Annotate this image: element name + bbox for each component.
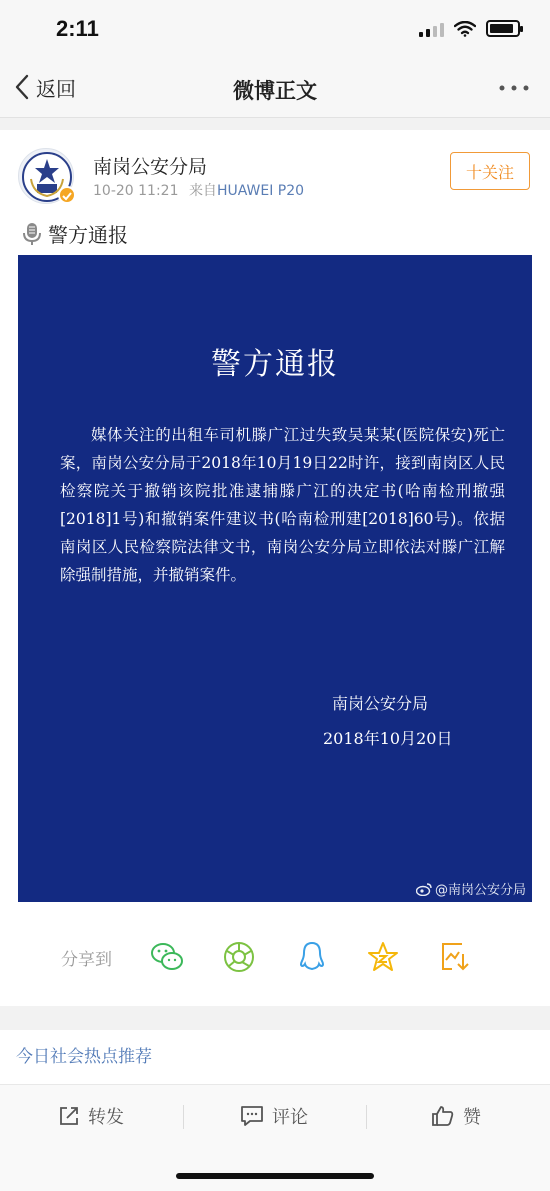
wifi-icon [454,21,476,37]
home-indicator[interactable] [176,1173,374,1179]
toolbar-divider [183,1105,184,1129]
repost-button[interactable] [58,1103,124,1129]
toolbar-divider [366,1105,367,1129]
status-bar [0,0,550,60]
source-prefix: 来自 [188,183,217,199]
notice-body: 媒体关注的出租车司机滕广江过失致吴某某(医院保安)死亡案，南岗公安分局于2018年10月19日22时许，接到南岗区人民检察院关于撤销该院批准逮捕滕广江的决定书(哈南检刑撤强[2018]1号)和撤销案件建议书(哈南检刑建[2018]60号)。依据南岗区人民检察院法律文书，南岗公安分局立即依法对滕广江解除强制措施，并撤销案件。 [60,426,505,584]
comment-button[interactable] [240,1103,308,1129]
post-time: 10-20 11:21 [93,183,179,199]
battery-icon [486,20,520,37]
signal-icon [419,21,444,37]
microphone-icon [22,222,42,246]
verified-badge-icon [58,186,76,204]
moments-icon[interactable] [222,940,256,974]
notice-title: 警方通报 [211,347,339,382]
battery-level [490,24,513,33]
device-name[interactable]: HUAWEI P20 [216,183,305,199]
follow-button[interactable]: 十关注 [450,152,530,190]
thumbs-up-icon [431,1105,455,1127]
section-divider [0,1006,550,1030]
post-text [22,219,128,248]
weibo-logo-icon [416,882,432,896]
weibo-watermark [416,879,526,898]
bottom-toolbar [0,1085,550,1191]
notice-signature: 南岗公安分局 [332,694,429,713]
repost-label: 转发 [88,1107,124,1128]
notice-date: 2018年10月20日 [323,729,453,748]
nav-bar [0,60,550,118]
notice-image[interactable] [18,255,532,902]
watermark-text: @南岗公安分局 [434,883,526,898]
post-body-text: 警方通报 [48,223,128,247]
more-dots-icon[interactable] [498,80,530,96]
status-time: 2:11 [56,16,99,41]
qq-icon[interactable] [295,940,329,974]
share-label: 分享到 [61,950,112,970]
post-meta [93,180,304,200]
qzone-icon[interactable] [366,940,400,974]
page-title: 微博正文 [233,79,317,103]
wechat-icon[interactable] [150,940,184,974]
repost-icon [58,1105,80,1127]
like-label: 赞 [463,1107,481,1128]
author-name[interactable]: 南岗公安分局 [93,156,208,178]
section-divider [0,118,550,130]
comment-label: 评论 [272,1107,308,1128]
like-button[interactable] [431,1103,481,1129]
back-label: 返回 [36,76,76,101]
save-image-icon[interactable] [438,940,472,974]
status-icons [419,20,520,37]
comment-icon [240,1105,264,1127]
hot-topics-link[interactable]: 今日社会热点推荐 [16,1047,152,1067]
